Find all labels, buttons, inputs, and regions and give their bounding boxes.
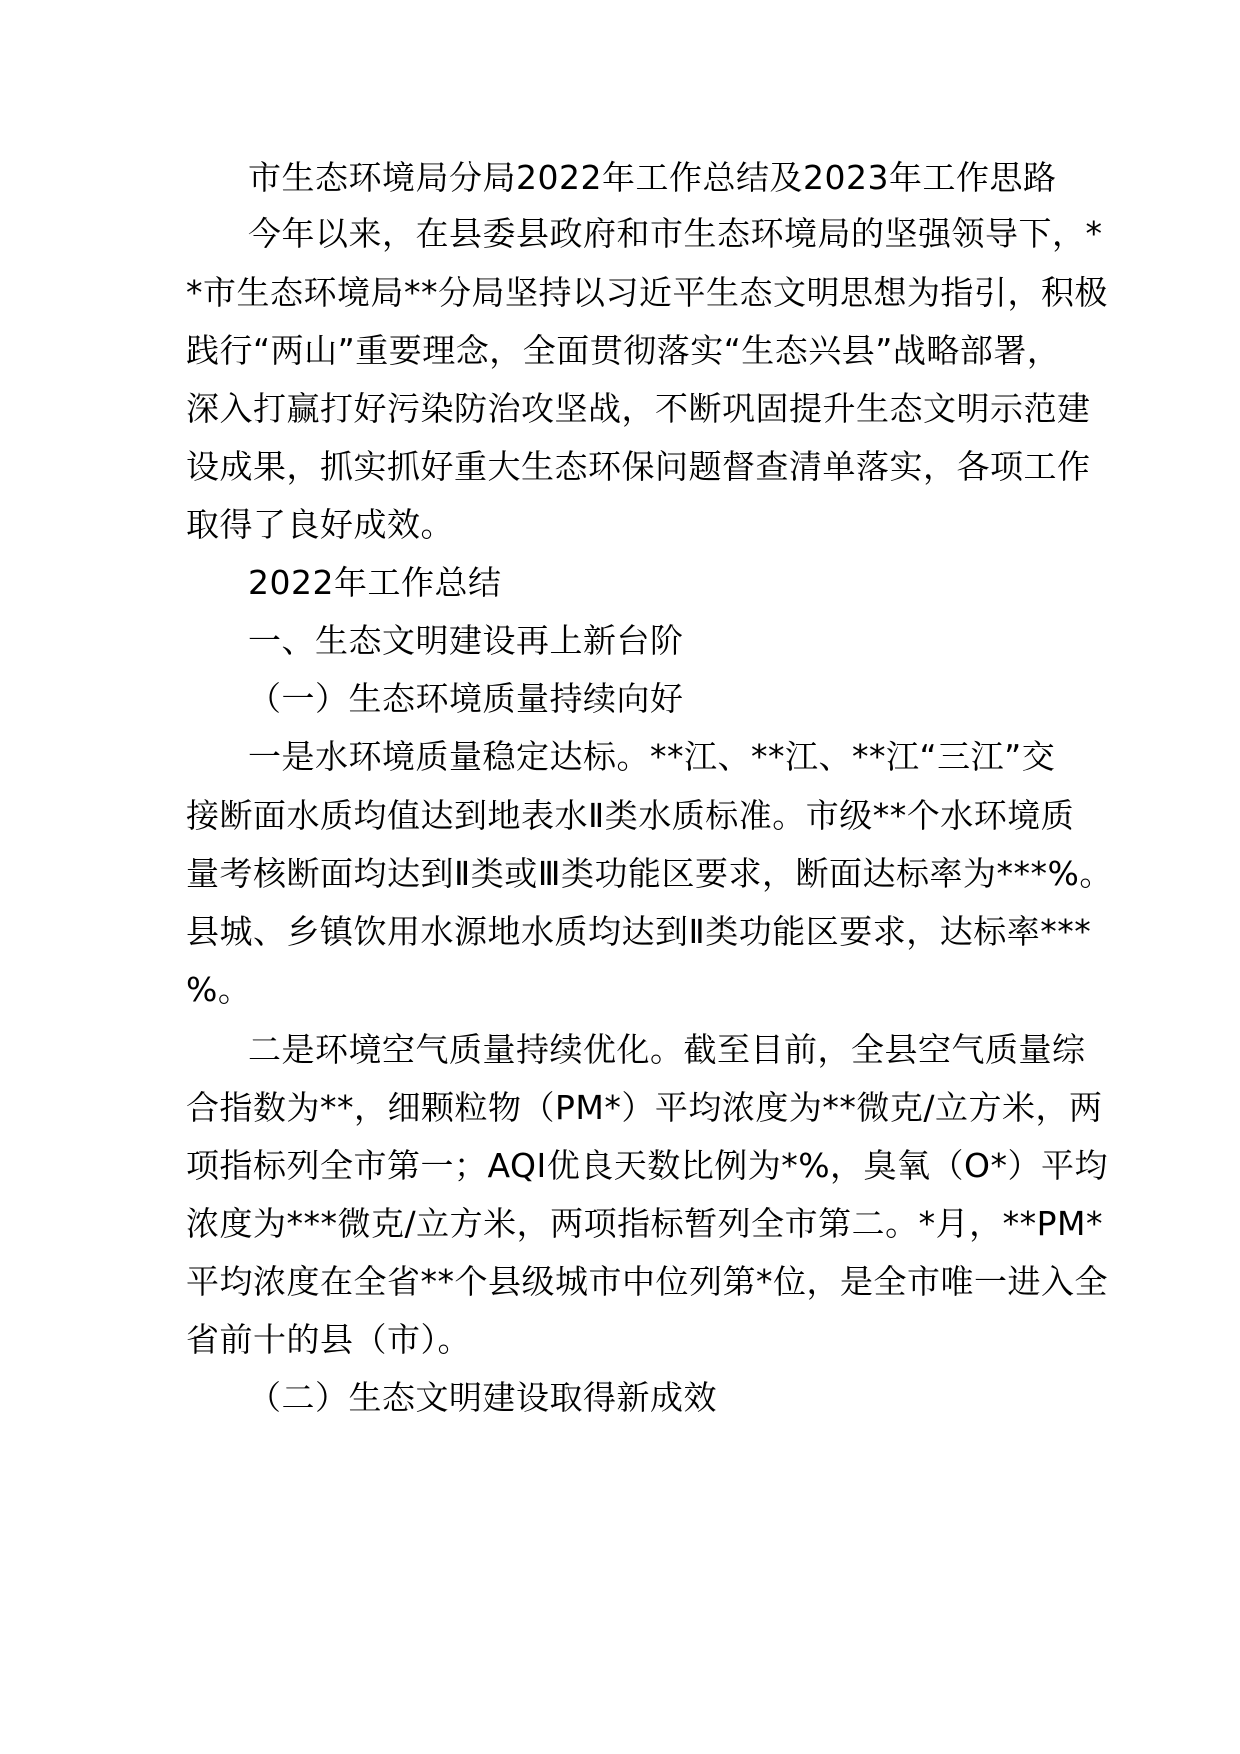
paragraph-line: 二是环境空气质量持续优化。截至目前，全县空气质量综 [248,1030,1086,1069]
paragraph-line: 量考核断面均达到Ⅱ类或Ⅲ类功能区要求，断面达标率为***%。 [186,854,1113,893]
subsection-heading: （一）生态环境质量持续向好 [248,679,684,718]
paragraph-line: 县城、乡镇饮用水源地水质均达到Ⅱ类功能区要求，达标率*** [186,912,1092,951]
paragraph-line: 省前十的县（市）。 [186,1320,471,1359]
paragraph-line: %。 [186,970,252,1009]
paragraph-line: 今年以来，在县委县政府和市生态环境局的坚强领导下，* [248,214,1103,253]
subsection-heading: （二）生态文明建设取得新成效 [248,1378,717,1417]
paragraph-line: 接断面水质均值达到地表水Ⅱ类水质标准。市级**个水环境质 [186,796,1075,835]
section-heading: 一、生态文明建设再上新台阶 [248,621,684,660]
paragraph-line: 深入打赢打好污染防治攻坚战，不断巩固提升生态文明示范建 [186,389,1091,428]
paragraph-line: 浓度为***微克/立方米，两项指标暂列全市第二。*月，**PM* [186,1204,1103,1243]
section-heading: 2022年工作总结 [248,563,502,602]
paragraph-line: 合指数为**，细颗粒物（PM*）平均浓度为**微克/立方米，两 [186,1088,1103,1127]
paragraph-line: 践行“两山”重要理念，全面贯彻落实“生态兴县”战略部署， [186,331,1061,370]
paragraph-line: 设成果，抓实抓好重大生态环保问题督查清单落实，各项工作 [186,447,1091,486]
paragraph-line: 项指标列全市第一；AQI优良天数比例为*%，臭氧（O*）平均 [186,1146,1109,1185]
paragraph-line: *市生态环境局**分局坚持以习近平生态文明思想为指引，积极 [186,273,1108,312]
document-title: 市生态环境局分局2022年工作总结及2023年工作思路 [248,158,1057,197]
paragraph-line: 取得了良好成效。 [186,505,454,544]
paragraph-line: 平均浓度在全省**个县级城市中位列第*位，是全市唯一进入全 [186,1262,1108,1301]
paragraph-line: 一是水环境质量稳定达标。**江、**江、**江“三江”交 [248,737,1056,776]
